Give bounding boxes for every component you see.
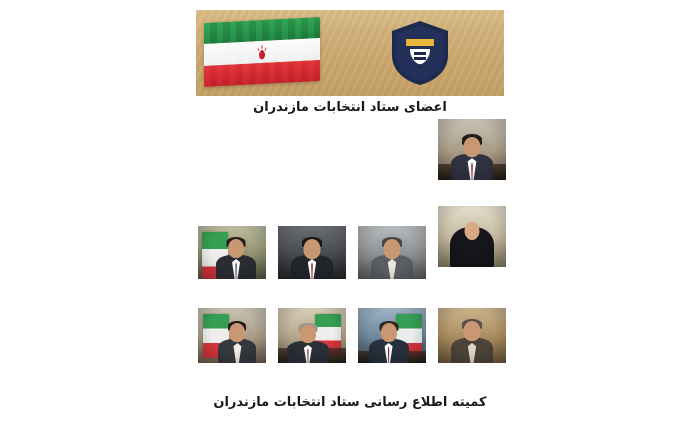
portrait-man-dark-suit-podium <box>357 307 427 364</box>
portrait-man-grey-jacket <box>357 225 427 280</box>
portrait-man-in-office <box>437 118 507 181</box>
portrait-man-dark-suit-red-tie <box>277 225 347 280</box>
portrait-man-brown-jacket <box>437 307 507 364</box>
portrait-woman-in-chador <box>437 205 507 268</box>
portrait-man-with-flag-left <box>197 225 267 280</box>
flag-wave-shading <box>204 17 320 87</box>
iran-flag-icon <box>204 17 320 87</box>
portrait-man-speaking-at-table <box>277 307 347 364</box>
page-title: اعضای ستاد انتخابات مازندران <box>253 100 447 115</box>
footer-credit: کمیته اطلاع رسانی ستاد انتخابات مازندران <box>213 395 487 410</box>
portrait-man-light-shirt <box>197 307 267 364</box>
election-emblem-icon <box>388 19 452 87</box>
header-banner <box>196 10 504 96</box>
